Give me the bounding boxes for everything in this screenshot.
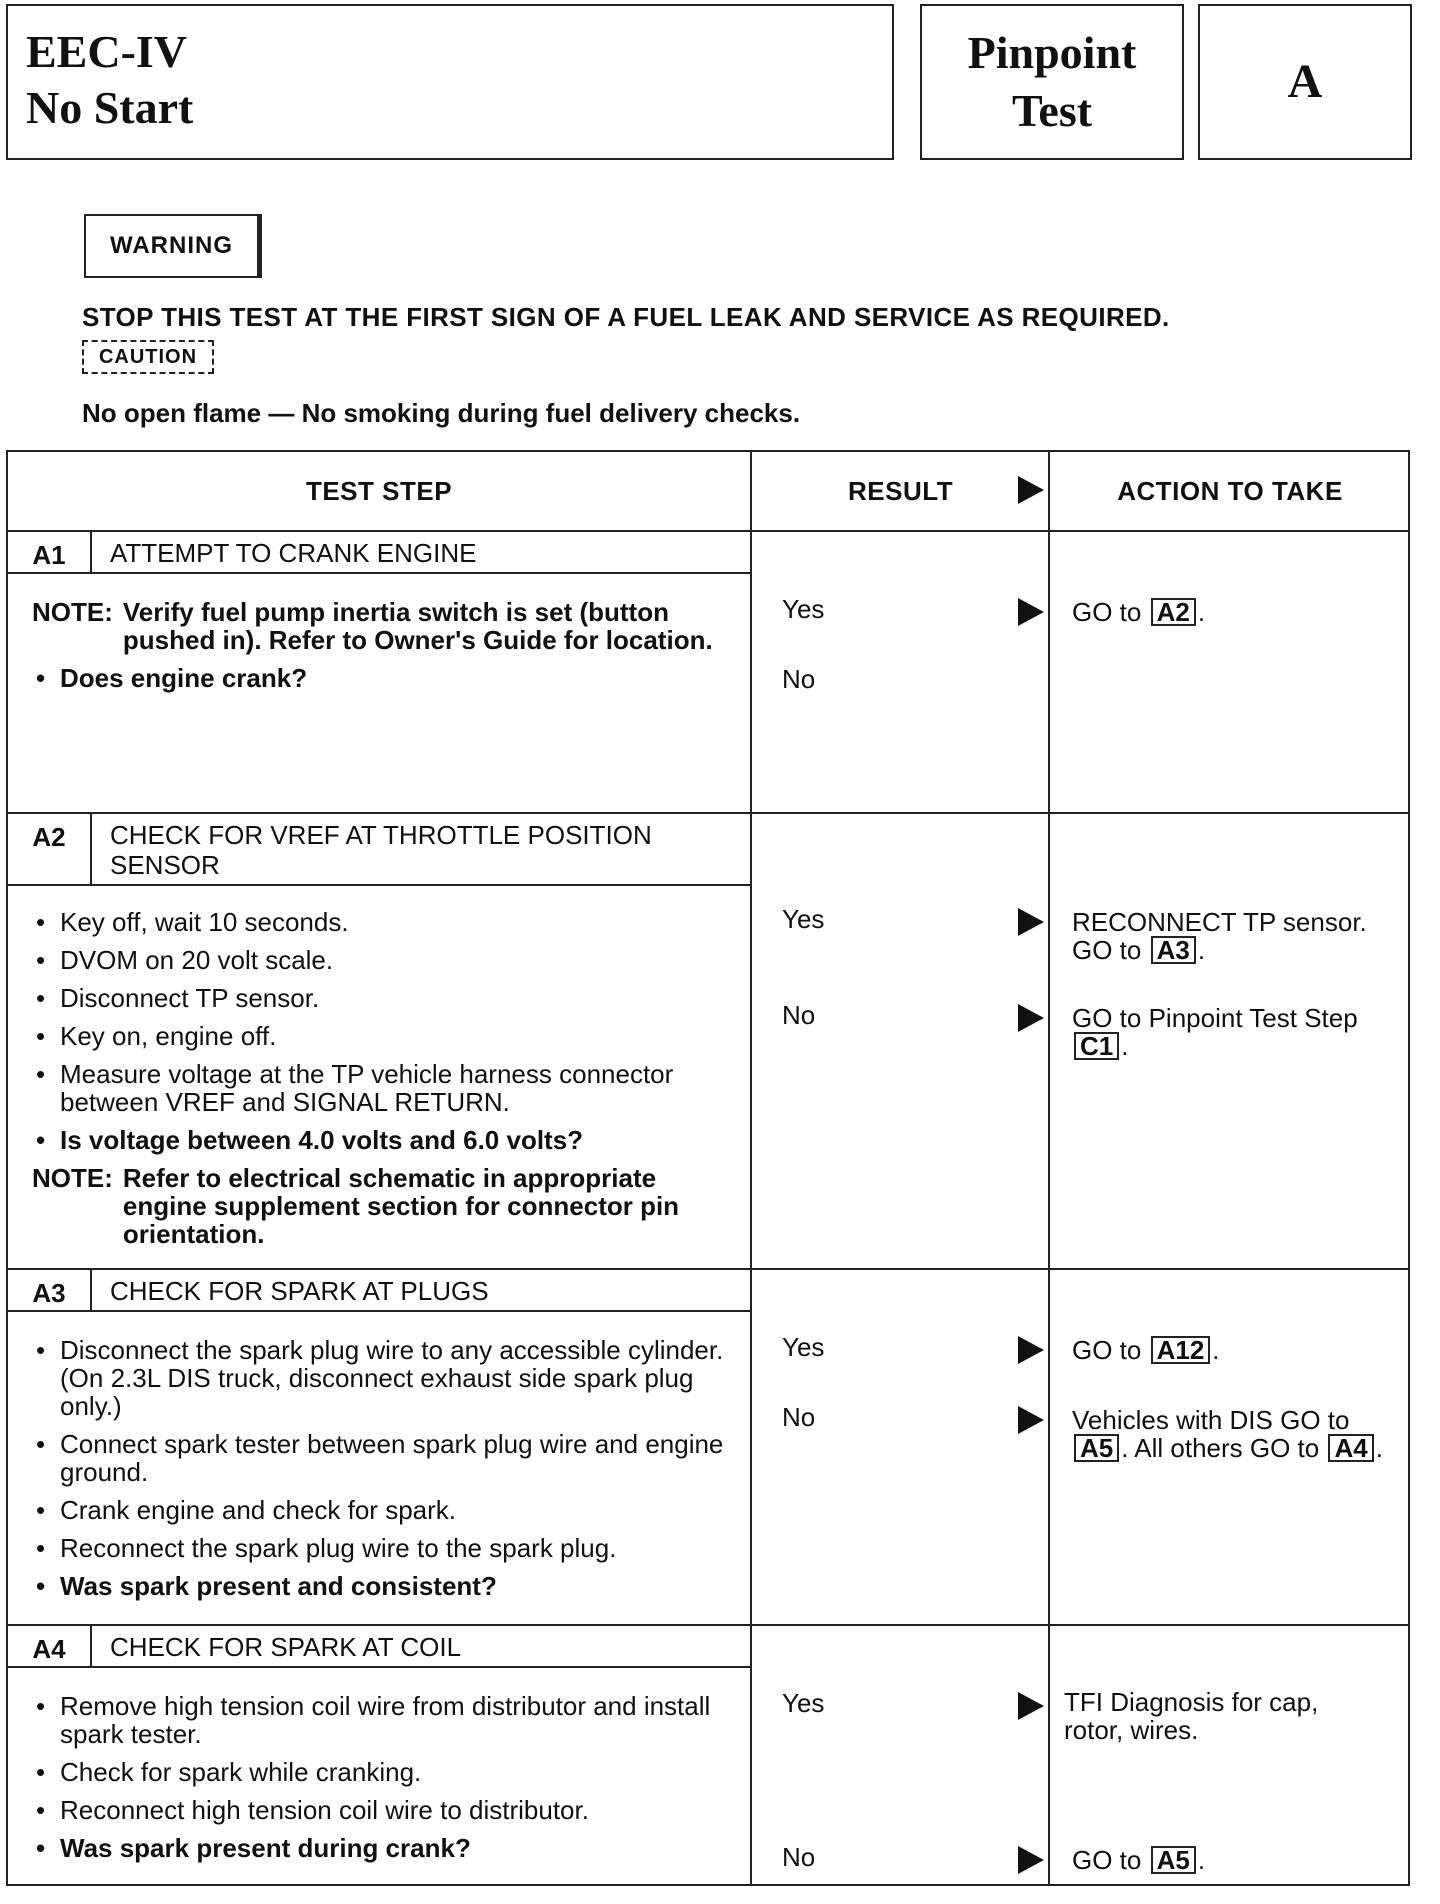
step-title-underline <box>8 572 750 574</box>
action-punct: . <box>1375 1433 1383 1463</box>
step-instruction: • Reconnect the spark plug wire to the spark plug. <box>32 1534 736 1562</box>
result-arrow-icon <box>1018 1406 1044 1434</box>
action-yes <box>1072 908 1392 964</box>
step-instruction: • Crank engine and check for spark. <box>32 1496 736 1524</box>
step-title-underline <box>8 884 750 886</box>
step-instruction: • Measure voltage at the TP vehicle harness connector between VREF and SIGNAL RETURN. <box>32 1060 736 1116</box>
row-divider <box>8 1624 1408 1626</box>
step-title: CHECK FOR SPARK AT PLUGS <box>110 1276 489 1306</box>
step-body <box>32 908 736 1258</box>
action-text: . All others GO to <box>1121 1433 1320 1463</box>
title-box <box>6 4 894 160</box>
step-title: CHECK FOR VREF AT THROTTLE POSITION SENSOR <box>110 820 652 880</box>
step-ref-a2[interactable]: A2 <box>1151 598 1196 626</box>
pinpoint-test-table <box>6 450 1410 1886</box>
step-instruction: • Connect spark tester between spark plug wire and engine ground. <box>32 1430 736 1486</box>
step-question: • Does engine crank? <box>32 664 736 692</box>
step-id-divider <box>90 530 92 572</box>
step-title: CHECK FOR SPARK AT COIL <box>110 1632 462 1662</box>
action-text: GO to Pinpoint Test Step <box>1072 1003 1358 1033</box>
step-question: • Was spark present during crank? <box>32 1834 736 1862</box>
step-instruction: • Disconnect TP sensor. <box>32 984 736 1012</box>
step-instruction: • Remove high tension coil wire from distributor and install spark tester. <box>32 1692 736 1748</box>
result-yes: Yes <box>782 904 825 934</box>
warning-badge: WARNING <box>84 214 262 278</box>
action-no <box>1072 1406 1392 1462</box>
step-title-underline <box>8 1310 750 1312</box>
result-no: No <box>782 664 816 694</box>
step-ref-a5[interactable]: A5 <box>1151 1846 1196 1874</box>
caution-badge: CAUTION <box>82 340 214 374</box>
action-yes <box>1072 1336 1392 1364</box>
step-body <box>32 1336 736 1610</box>
test-letter-box <box>1198 4 1412 160</box>
row-divider <box>8 812 1408 814</box>
result-yes: Yes <box>782 1688 825 1718</box>
step-title: ATTEMPT TO CRANK ENGINE <box>110 538 477 568</box>
action-text: GO to <box>1072 1335 1142 1365</box>
step-id-divider <box>90 812 92 884</box>
note-label: NOTE: <box>32 1163 113 1193</box>
step-instruction: • Reconnect high tension coil wire to distributor. <box>32 1796 736 1824</box>
note-text: Refer to electrical schematic in appropriate engine supplement section for connector pin orientation. <box>122 1163 680 1249</box>
action-no <box>1072 1846 1392 1874</box>
action-text: GO to <box>1072 597 1142 627</box>
title-line-2: No Start <box>26 82 194 133</box>
note-text: Verify fuel pump inertia switch is set (button pushed in). Refer to Owner's Guide for location. <box>122 597 713 655</box>
step-id-divider <box>90 1268 92 1310</box>
header-arrow-icon <box>1018 476 1044 504</box>
test-letter: A <box>1287 55 1323 108</box>
step-instruction: • Key on, engine off. <box>32 1022 736 1050</box>
test-label: Test <box>1011 85 1093 136</box>
step-title-underline <box>8 1666 750 1668</box>
step-id: A4 <box>32 1634 66 1664</box>
result-yes: Yes <box>782 594 825 624</box>
row-divider <box>8 1268 1408 1270</box>
result-arrow-icon <box>1018 1336 1044 1364</box>
step-body <box>32 1692 736 1872</box>
action-text: RECONNECT TP sensor. GO to <box>1072 907 1367 965</box>
step-ref-a4[interactable]: A4 <box>1328 1434 1373 1462</box>
pinpoint-label: Pinpoint <box>967 27 1137 78</box>
caution-text: No open flame — No smoking during fuel delivery checks. <box>82 398 801 428</box>
result-no: No <box>782 1842 816 1872</box>
step-instruction: • Check for spark while cranking. <box>32 1758 736 1786</box>
step-ref-a3[interactable]: A3 <box>1151 936 1196 964</box>
step-ref-c1[interactable]: C1 <box>1074 1032 1119 1060</box>
result-arrow-icon <box>1018 1004 1044 1032</box>
action-punct: . <box>1197 935 1206 965</box>
header-action: ACTION TO TAKE <box>1117 476 1343 506</box>
step-id: A3 <box>32 1278 66 1308</box>
result-arrow-icon <box>1018 598 1044 626</box>
step-body <box>32 598 736 702</box>
result-yes: Yes <box>782 1332 825 1362</box>
step-ref-a12[interactable]: A12 <box>1151 1336 1211 1364</box>
warning-text: STOP THIS TEST AT THE FIRST SIGN OF A FUEL LEAK AND SERVICE AS REQUIRED. <box>82 302 1170 332</box>
column-divider <box>1048 452 1050 1884</box>
result-arrow-icon <box>1018 1692 1044 1720</box>
step-ref-a5[interactable]: A5 <box>1074 1434 1119 1462</box>
title-line-1: EEC-IV <box>26 26 188 77</box>
action-yes <box>1072 598 1392 626</box>
action-punct: . <box>1121 1031 1129 1061</box>
step-id: A1 <box>32 540 66 570</box>
result-arrow-icon <box>1018 908 1044 936</box>
action-punct: . <box>1197 597 1206 627</box>
action-punct: . <box>1212 1335 1220 1365</box>
action-punct: . <box>1197 1845 1206 1875</box>
pinpoint-test-box <box>920 4 1184 160</box>
result-no: No <box>782 1000 816 1030</box>
row-divider <box>8 530 1408 532</box>
action-text: GO to <box>1072 1845 1142 1875</box>
step-question: • Was spark present and consistent? <box>32 1572 736 1600</box>
step-instruction: • Key off, wait 10 seconds. <box>32 908 736 936</box>
step-instruction: • DVOM on 20 volt scale. <box>32 946 736 974</box>
step-question: • Is voltage between 4.0 volts and 6.0 volts? <box>32 1126 736 1154</box>
column-divider <box>750 452 752 1884</box>
header-result: RESULT <box>848 476 954 506</box>
step-instruction: • Disconnect the spark plug wire to any accessible cylinder. (On 2.3L DIS truck, disconnect exhaust side spark plug only.) <box>32 1336 736 1420</box>
header-test-step: TEST STEP <box>305 476 453 506</box>
note-label: NOTE: <box>32 597 113 627</box>
result-arrow-icon <box>1018 1846 1044 1874</box>
action-yes: TFI Diagnosis for cap, rotor, wires. <box>1064 1687 1319 1745</box>
action-text: Vehicles with DIS GO to <box>1072 1405 1350 1435</box>
step-id-divider <box>90 1624 92 1666</box>
step-id: A2 <box>32 822 66 852</box>
result-no: No <box>782 1402 816 1432</box>
action-no <box>1072 1004 1392 1060</box>
